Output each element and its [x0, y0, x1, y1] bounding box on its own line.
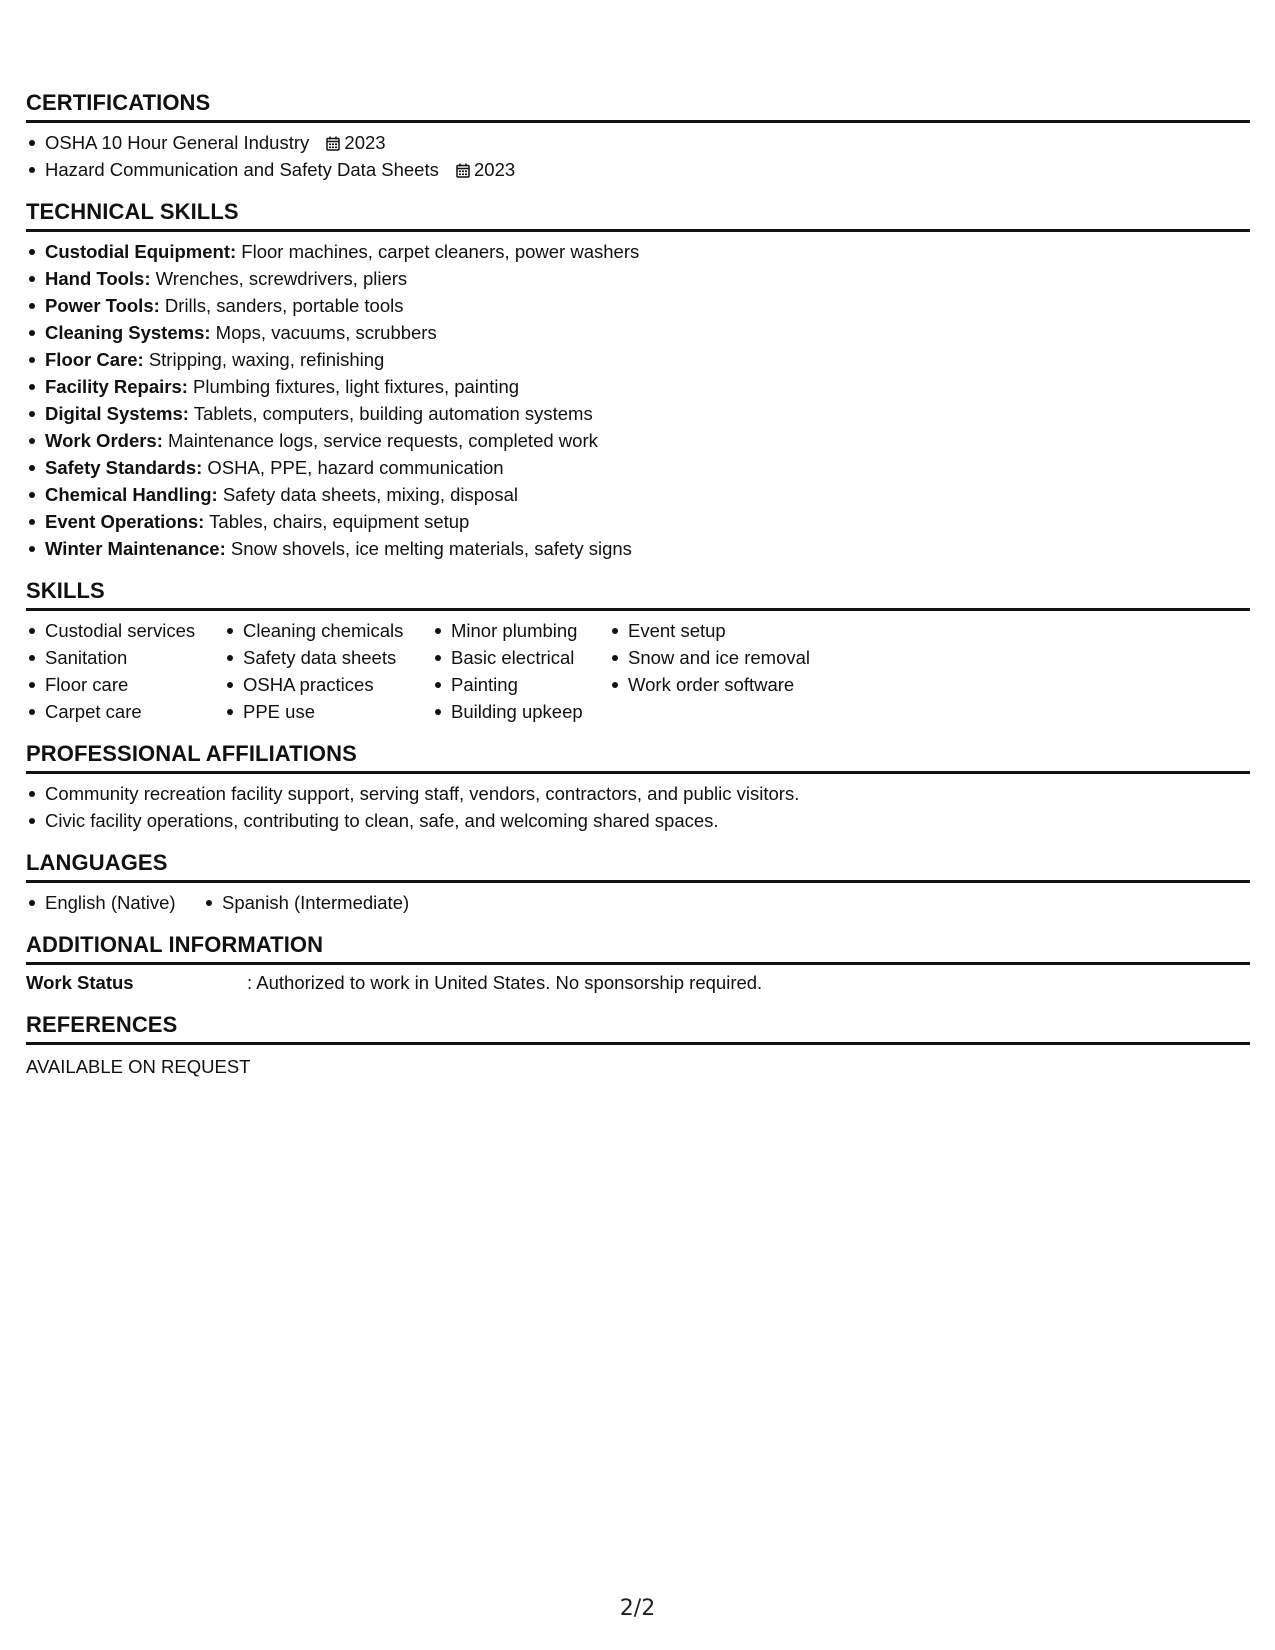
list-item: Safety data sheets	[224, 644, 432, 671]
list-item	[26, 508, 1250, 535]
certifications-section	[26, 88, 1250, 183]
skill-details: Floor machines, carpet cleaners, power washers	[236, 241, 640, 262]
list-item	[26, 427, 1250, 454]
skill-details: Snow shovels, ice melting materials, safety signs	[225, 538, 632, 559]
skill-category: Hand Tools:	[45, 268, 151, 289]
list-item: Custodial services	[26, 617, 224, 644]
list-item	[26, 292, 1250, 319]
list-item: Community recreation facility support, serving staff, vendors, contractors, and public visitors.	[26, 780, 1250, 807]
list-item: Painting	[432, 671, 609, 698]
list-item	[26, 129, 1250, 156]
skill-category: Chemical Handling:	[45, 484, 218, 505]
section-title-references: REFERENCES	[26, 1010, 1250, 1045]
skill-category: Facility Repairs:	[45, 376, 188, 397]
language-column	[203, 889, 409, 916]
work-status-label: Work Status	[26, 972, 134, 993]
list-item: Snow and ice removal	[609, 644, 849, 671]
references-section	[26, 1010, 1250, 1080]
skill-details: Tables, chairs, equipment setup	[204, 511, 470, 532]
section-title-technical-skills: TECHNICAL SKILLS	[26, 197, 1250, 232]
list-item: Minor plumbing	[432, 617, 609, 644]
skills-column	[432, 617, 609, 725]
skill-details: Maintenance logs, service requests, completed work	[162, 430, 598, 451]
list-item	[26, 481, 1250, 508]
skill-category: Floor Care:	[45, 349, 144, 370]
skill-details: Drills, sanders, portable tools	[159, 295, 404, 316]
list-item	[26, 265, 1250, 292]
skills-section	[26, 576, 1250, 725]
certification-year: 2023	[344, 132, 386, 153]
skills-column	[26, 617, 224, 725]
skill-details: OSHA, PPE, hazard communication	[202, 457, 504, 478]
skill-details: Mops, vacuums, scrubbers	[210, 322, 437, 343]
skill-details: Tablets, computers, building automation systems	[188, 403, 593, 424]
calendar-icon	[326, 136, 340, 151]
skill-category: Work Orders:	[45, 430, 163, 451]
section-title-skills: SKILLS	[26, 576, 1250, 611]
list-item	[26, 346, 1250, 373]
technical-skills-section	[26, 197, 1250, 562]
work-status-row	[26, 969, 1250, 996]
list-item: Cleaning chemicals	[224, 617, 432, 644]
list-item	[26, 454, 1250, 481]
skill-category: Power Tools:	[45, 295, 160, 316]
list-item: Carpet care	[26, 698, 224, 725]
skills-columns	[26, 617, 1250, 725]
section-title-certifications: CERTIFICATIONS	[26, 88, 1250, 123]
list-item: Spanish (Intermediate)	[203, 889, 409, 916]
references-text: AVAILABLE ON REQUEST	[26, 1056, 251, 1077]
section-title-affiliations: PROFESSIONAL AFFILIATIONS	[26, 739, 1250, 774]
calendar-icon	[456, 163, 470, 178]
certification-name: OSHA 10 Hour General Industry	[45, 132, 310, 153]
skills-column	[224, 617, 432, 725]
affiliations-section	[26, 739, 1250, 834]
technical-skills-list	[26, 238, 1250, 562]
list-item	[26, 238, 1250, 265]
list-item: Building upkeep	[432, 698, 609, 725]
list-item: Basic electrical	[432, 644, 609, 671]
list-item	[26, 156, 1250, 183]
list-item	[26, 319, 1250, 346]
skill-category: Custodial Equipment:	[45, 241, 237, 262]
skill-category: Cleaning Systems:	[45, 322, 211, 343]
skill-category: Event Operations:	[45, 511, 205, 532]
certification-name: Hazard Communication and Safety Data Sheets	[45, 159, 439, 180]
skill-category: Safety Standards:	[45, 457, 203, 478]
list-item: Floor care	[26, 671, 224, 698]
skills-column	[609, 617, 849, 725]
resume-page	[26, 88, 1250, 1080]
list-item	[26, 373, 1250, 400]
skill-details: Safety data sheets, mixing, disposal	[217, 484, 518, 505]
work-status-value: : Authorized to work in United States. No sponsorship required.	[247, 972, 763, 993]
list-item	[26, 535, 1250, 562]
section-title-additional-info: ADDITIONAL INFORMATION	[26, 930, 1250, 965]
additional-info-section	[26, 930, 1250, 996]
languages-list	[26, 889, 1250, 916]
certification-year: 2023	[474, 159, 516, 180]
page-number: 2/2	[619, 1596, 656, 1621]
certifications-list	[26, 129, 1250, 183]
list-item: English (Native)	[26, 889, 203, 916]
list-item: Sanitation	[26, 644, 224, 671]
list-item: PPE use	[224, 698, 432, 725]
skill-details: Plumbing fixtures, light fixtures, painting	[187, 376, 520, 397]
list-item	[26, 400, 1250, 427]
skill-details: Wrenches, screwdrivers, pliers	[150, 268, 408, 289]
language-column	[26, 889, 203, 916]
list-item: Event setup	[609, 617, 849, 644]
skill-category: Winter Maintenance:	[45, 538, 226, 559]
skill-category: Digital Systems:	[45, 403, 189, 424]
list-item: Work order software	[609, 671, 849, 698]
skill-details: Stripping, waxing, refinishing	[143, 349, 385, 370]
section-title-languages: LANGUAGES	[26, 848, 1250, 883]
affiliations-list	[26, 780, 1250, 834]
list-item: OSHA practices	[224, 671, 432, 698]
languages-section	[26, 848, 1250, 916]
list-item: Civic facility operations, contributing to clean, safe, and welcoming shared spaces.	[26, 807, 1250, 834]
